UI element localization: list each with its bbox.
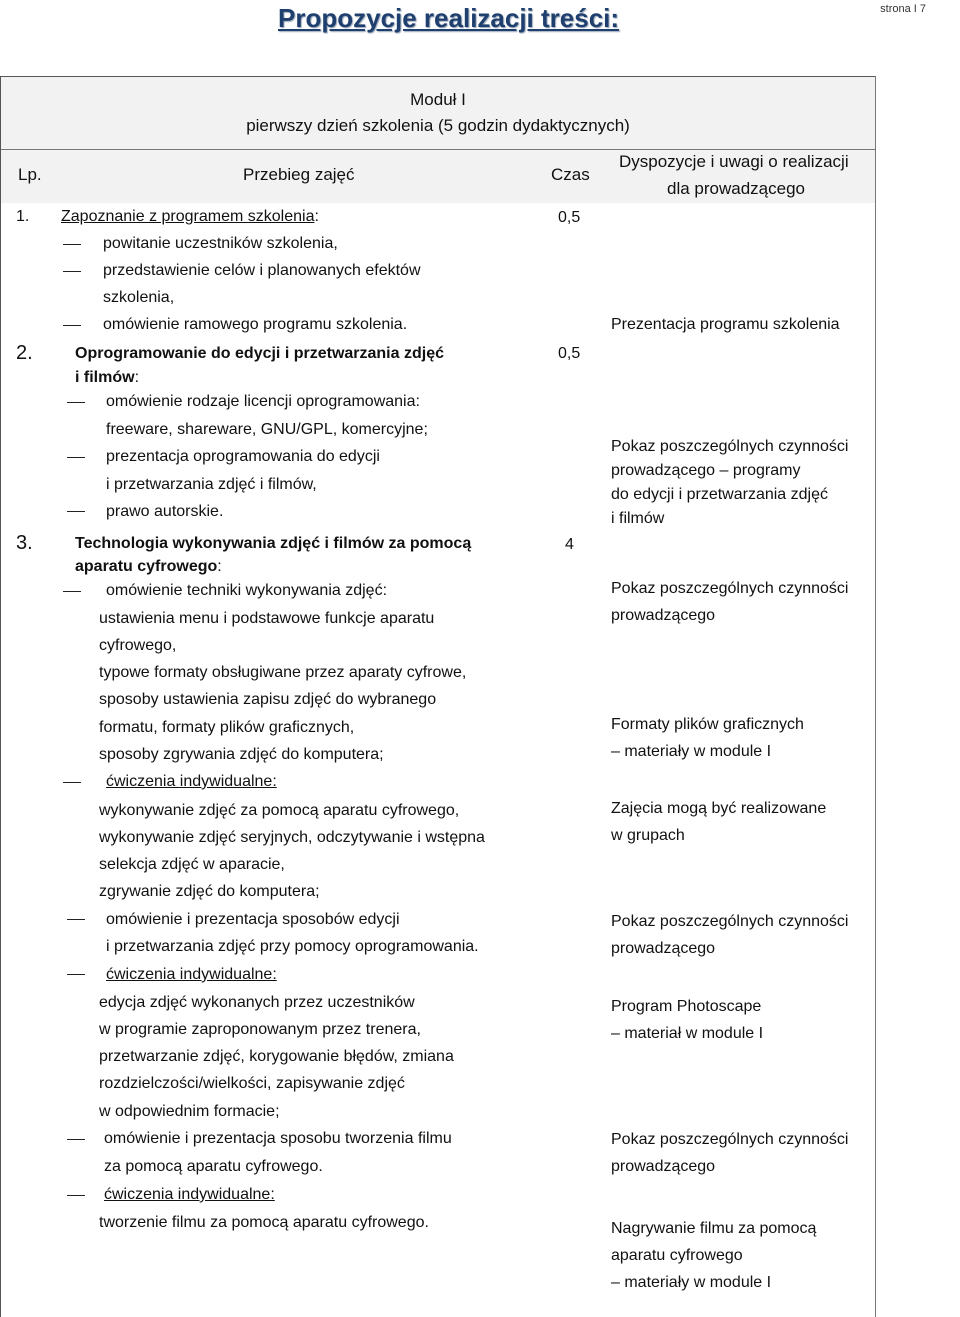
note-text: prowadzącego xyxy=(611,940,716,957)
row-title xyxy=(61,203,319,230)
column-header-lp: Lp. xyxy=(18,165,42,184)
dash-bullet xyxy=(63,782,81,783)
row-title-colon: : xyxy=(314,208,319,225)
list-item: omówienie i prezentacja sposobu tworzenia filmu xyxy=(104,1130,452,1147)
note-text: prowadzącego – programy xyxy=(611,462,801,479)
note-text: Program Photoscape xyxy=(611,998,762,1015)
column-header-uwagi-cont: dla prowadzącego xyxy=(667,179,805,198)
list-item: i przetwarzania zdjęć przy pomocy oprogramowania. xyxy=(106,938,479,955)
column-header-przebieg: Przebieg zajęć xyxy=(243,165,355,184)
note-text: Pokaz poszczególnych czynności xyxy=(611,580,849,597)
dash-bullet xyxy=(67,511,85,512)
note-text: Nagrywanie filmu za pomocą xyxy=(611,1220,817,1237)
dash-bullet xyxy=(67,919,85,920)
note-text: prowadzącego xyxy=(611,607,716,624)
row-title-cont xyxy=(75,364,139,391)
row-title-cont xyxy=(75,553,222,580)
table-right-border xyxy=(875,76,876,1317)
list-item: sposoby zgrywania zdjęć do komputera; xyxy=(99,746,384,763)
list-item: formatu, formaty plików graficznych, xyxy=(99,719,355,736)
dash-bullet xyxy=(67,974,85,975)
exercise-label: ćwiczenia indywidualne: xyxy=(106,773,277,790)
list-item: prawo autorskie. xyxy=(106,503,224,520)
dash-bullet xyxy=(67,457,85,458)
note-text: w grupach xyxy=(611,827,685,844)
row-duration: 4 xyxy=(565,536,574,553)
note-text: Pokaz poszczególnych czynności xyxy=(611,913,849,930)
list-item: freeware, shareware, GNU/GPL, komercyjne; xyxy=(106,421,428,438)
list-item: przedstawienie celów i planowanych efektów xyxy=(103,262,421,279)
row-number: 1. xyxy=(16,208,30,225)
row-duration: 0,5 xyxy=(558,209,581,226)
row-number: 2. xyxy=(16,342,33,364)
module-title: Moduł I xyxy=(410,90,466,109)
list-item: w programie zaproponowanym przez trenera, xyxy=(99,1021,421,1038)
note-text: do edycji i przetwarzania zdjęć xyxy=(611,486,828,503)
note-text: i filmów xyxy=(611,510,665,527)
list-item: w odpowiednim formacie; xyxy=(99,1103,280,1120)
note-text: Pokaz poszczególnych czynności xyxy=(611,438,849,455)
list-item: przetwarzanie zdjęć, korygowanie błędów, zmiana xyxy=(99,1048,454,1065)
row-title-colon: : xyxy=(134,369,140,386)
row-title-text: Zapoznanie z programem szkolenia xyxy=(61,208,315,225)
list-item: omówienie techniki wykonywania zdjęć: xyxy=(106,582,388,599)
list-item: wykonywanie zdjęć seryjnych, odczytywanie i wstępna xyxy=(99,829,485,846)
list-item: za pomocą aparatu cyfrowego. xyxy=(104,1158,323,1175)
list-item: tworzenie filmu za pomocą aparatu cyfrowego. xyxy=(99,1214,429,1231)
list-item: zgrywanie zdjęć do komputera; xyxy=(99,883,320,900)
dash-bullet xyxy=(67,1139,85,1140)
note-text: Prezentacja programu szkolenia xyxy=(611,316,840,333)
list-item: prezentacja oprogramowania do edycji xyxy=(106,448,380,465)
dash-bullet xyxy=(67,1195,85,1196)
list-item: wykonywanie zdjęć za pomocą aparatu cyfrowego, xyxy=(99,802,460,819)
page-title: Propozycje realizacji treści: xyxy=(278,3,620,33)
list-item: omówienie i prezentacja sposobów edycji xyxy=(106,911,400,928)
row-title-text: aparatu cyfrowego xyxy=(75,558,218,575)
row-title: Oprogramowanie do edycji i przetwarzania zdjęć xyxy=(75,345,444,362)
note-text: aparatu cyfrowego xyxy=(611,1247,743,1264)
note-text: – materiały w module I xyxy=(611,1274,772,1291)
list-item: ustawienia menu i podstawowe funkcje aparatu xyxy=(99,610,435,627)
note-text: – materiały w module I xyxy=(611,743,772,760)
list-item: i przetwarzania zdjęć i filmów, xyxy=(106,476,317,493)
module-subtitle: pierwszy dzień szkolenia (5 godzin dydaktycznych) xyxy=(246,116,630,135)
dash-bullet xyxy=(63,244,81,245)
list-item: typowe formaty obsługiwane przez aparaty cyfrowe, xyxy=(99,664,467,681)
list-item: rozdzielczości/wielkości, zapisywanie zdjęć xyxy=(99,1075,405,1092)
page-number: strona I 7 xyxy=(880,3,926,15)
note-text: prowadzącego xyxy=(611,1158,716,1175)
list-item: omówienie rodzaje licencji oprogramowania: xyxy=(106,393,420,410)
row-title-colon: : xyxy=(217,558,222,575)
dash-bullet xyxy=(63,325,81,326)
exercise-label: ćwiczenia indywidualne: xyxy=(104,1186,275,1203)
note-text: Formaty plików graficznych xyxy=(611,716,804,733)
column-header-uwagi: Dyspozycje i uwagi o realizacji xyxy=(619,152,849,171)
list-item: edycja zdjęć wykonanych przez uczestników xyxy=(99,994,415,1011)
row-title: Technologia wykonywania zdjęć i filmów za pomocą xyxy=(75,535,472,552)
list-item: omówienie ramowego programu szkolenia. xyxy=(103,316,408,333)
note-text: Pokaz poszczególnych czynności xyxy=(611,1131,849,1148)
list-item: powitanie uczestników szkolenia, xyxy=(103,235,338,252)
list-item: szkolenia, xyxy=(103,289,175,306)
dash-bullet xyxy=(63,591,81,592)
list-item: cyfrowego, xyxy=(99,637,177,654)
column-header-czas: Czas xyxy=(551,165,590,184)
list-item: selekcja zdjęć w aparacie, xyxy=(99,856,285,873)
row-number: 3. xyxy=(16,532,33,554)
dash-bullet xyxy=(67,402,85,403)
note-text: Zajęcia mogą być realizowane xyxy=(611,800,827,817)
list-item: sposoby ustawienia zapisu zdjęć do wybranego xyxy=(99,691,437,708)
row-title-text: i filmów xyxy=(75,369,135,386)
row-duration: 0,5 xyxy=(558,345,581,362)
exercise-label: ćwiczenia indywidualne: xyxy=(106,966,277,983)
dash-bullet xyxy=(63,271,81,272)
note-text: – materiał w module I xyxy=(611,1025,764,1042)
